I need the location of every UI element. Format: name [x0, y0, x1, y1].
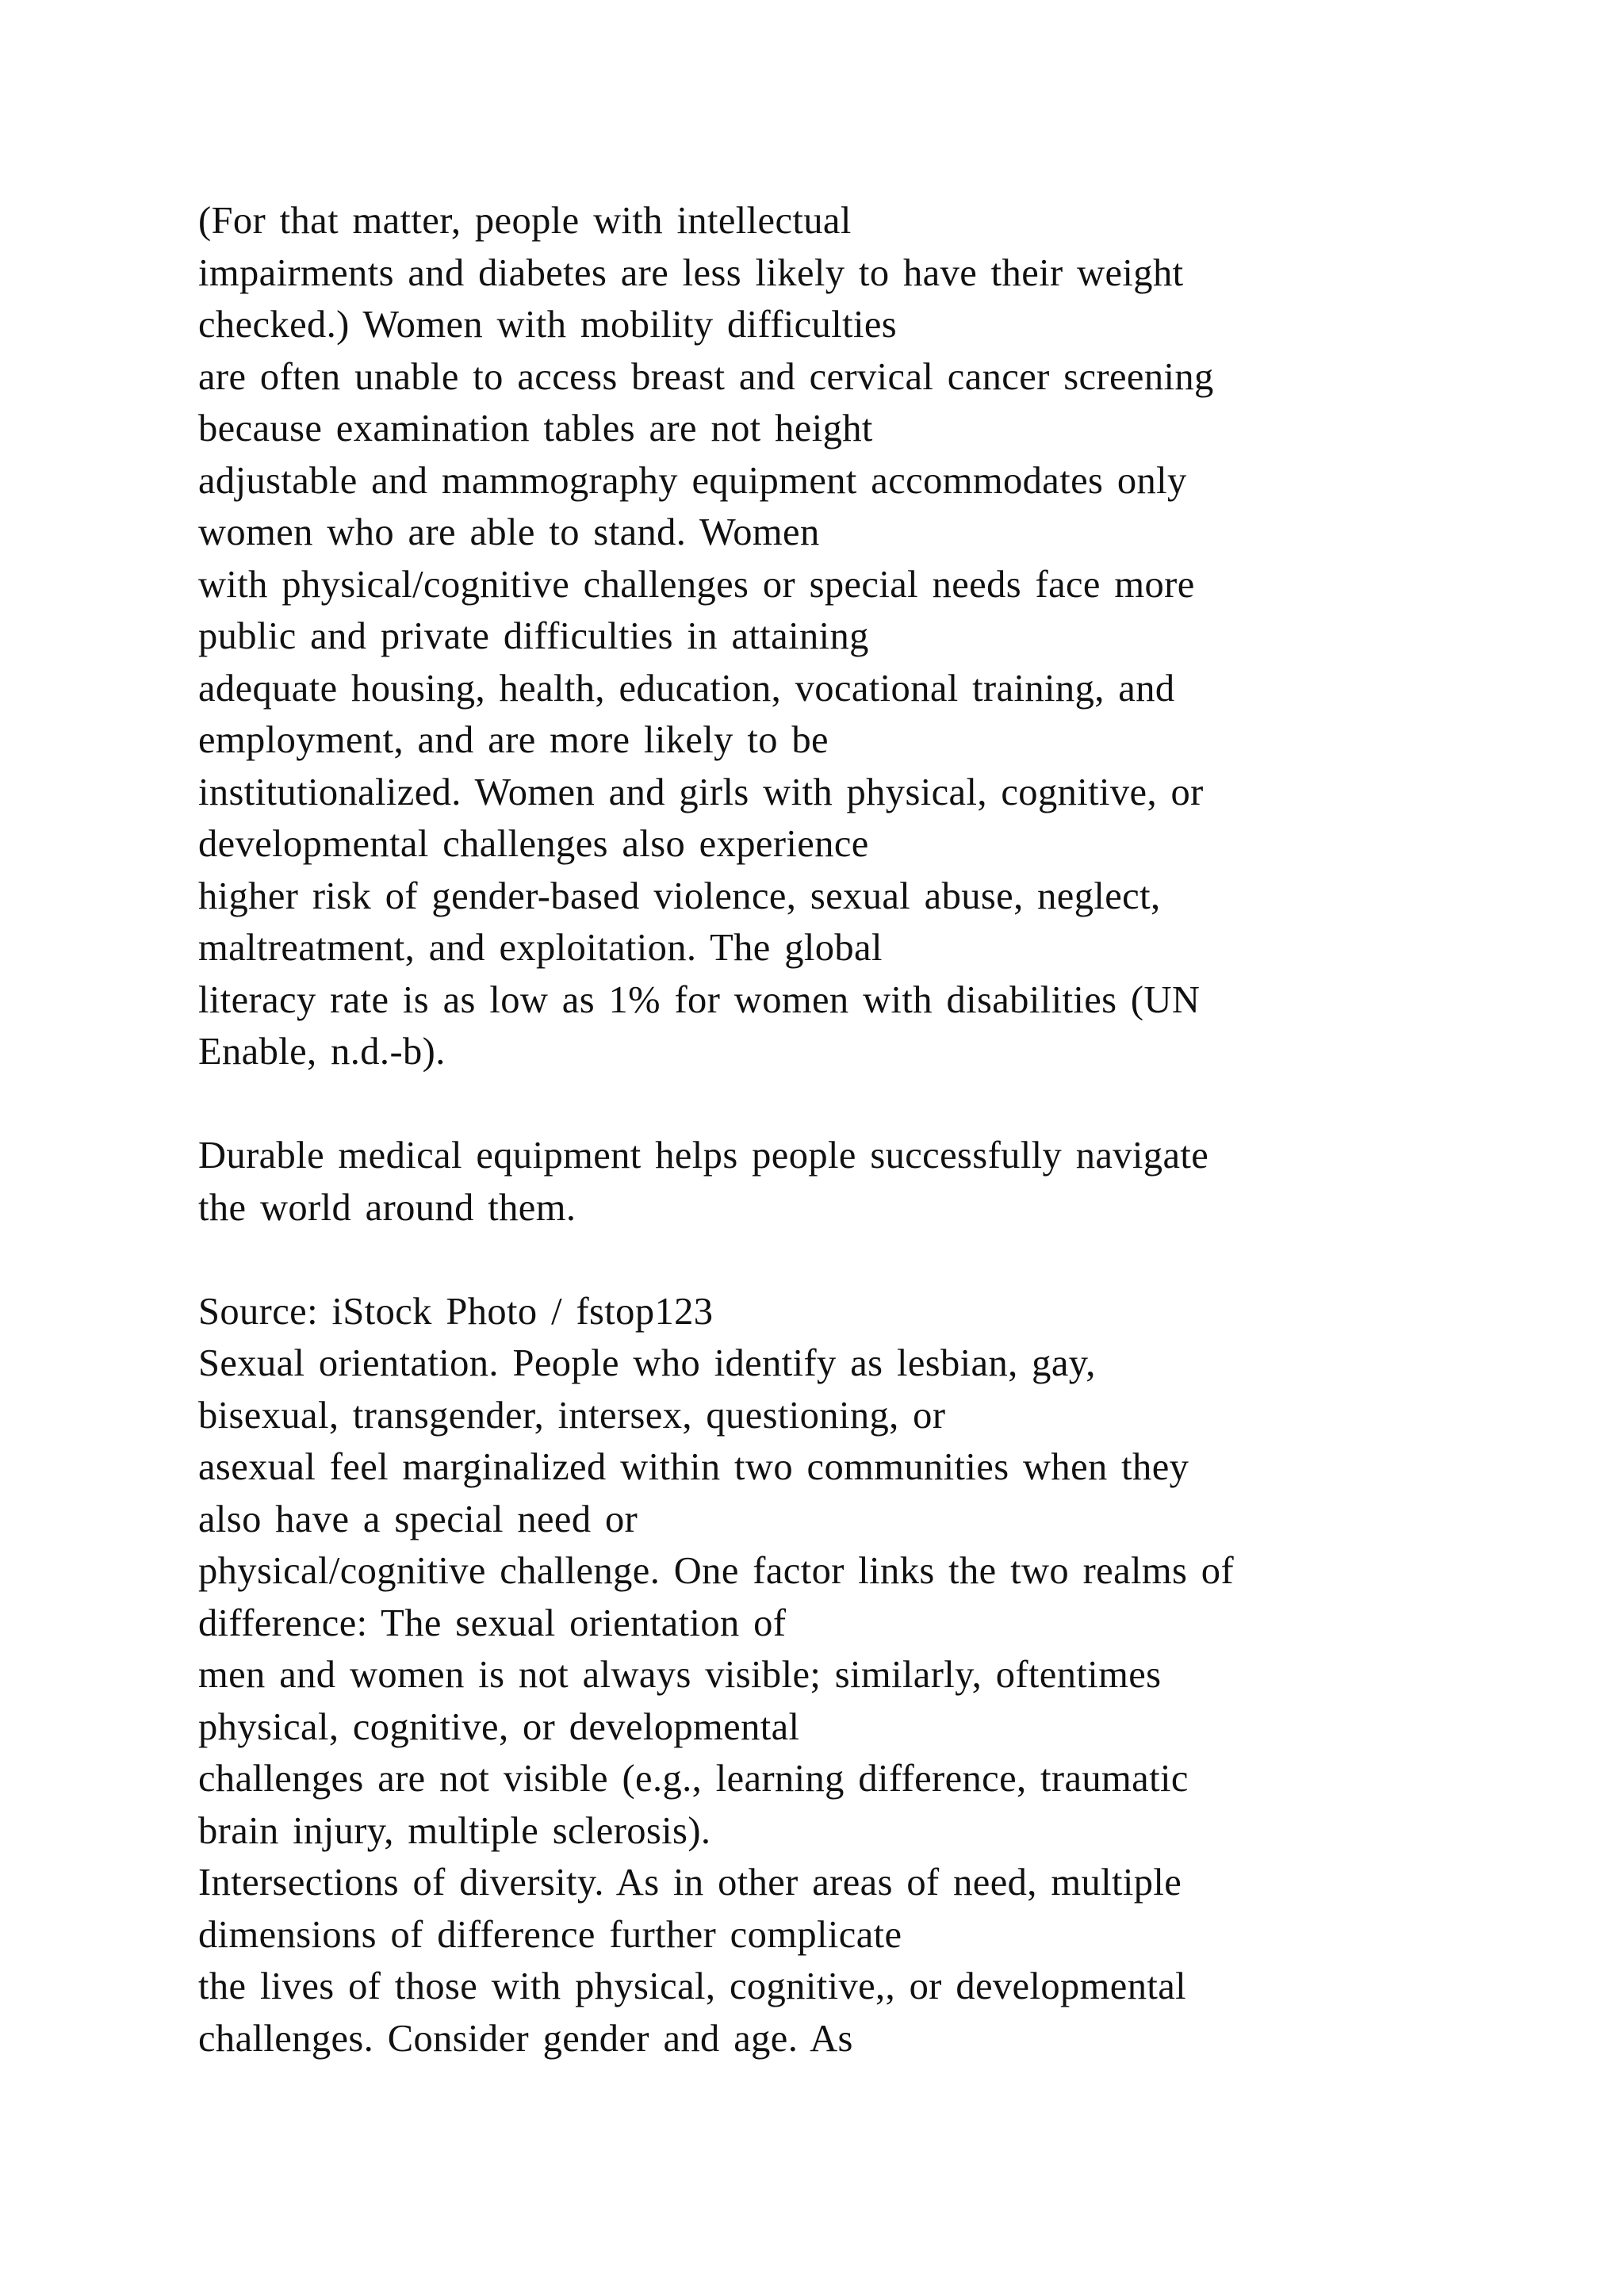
text-line: challenges. Consider gender and age. As — [198, 2017, 853, 2060]
text-line: employment, and are more likely to be — [198, 719, 829, 761]
text-line: checked.) Women with mobility difficulties — [198, 304, 898, 346]
text-line: Intersections of diversity. As in other areas of need, multiple — [198, 1862, 1182, 1904]
text-line: the world around them. — [198, 1186, 576, 1229]
text-line: maltreatment, and exploitation. The global — [198, 927, 883, 969]
text-line: impairments and diabetes are less likely to have their weight — [198, 251, 1184, 294]
text-line: literacy rate is as low as 1% for women with disabilities (UN — [198, 978, 1201, 1021]
text-line: difference: The sexual orientation of — [198, 1601, 787, 1644]
text-line: Durable medical equipment helps people successfully navigate — [198, 1135, 1209, 1177]
image-caption — [198, 1130, 1546, 1234]
text-line: brain injury, multiple sclerosis). — [198, 1809, 711, 1852]
paragraph-spacer — [198, 1234, 1546, 1286]
text-line: men and women is not always visible; similarly, oftentimes — [198, 1654, 1162, 1696]
text-line: women who are able to stand. Women — [198, 511, 820, 553]
image-source-line: Source: iStock Photo / fstop123 — [198, 1290, 714, 1333]
text-line: are often unable to access breast and cervical cancer screening — [198, 355, 1214, 398]
text-line: Enable, n.d.-b). — [198, 1031, 446, 1073]
text-line: public and private difficulties in attaining — [198, 615, 869, 657]
paragraph-spacer — [198, 1078, 1546, 1131]
text-line: asexual feel marginalized within two communities when they — [198, 1446, 1189, 1488]
document-page — [198, 195, 1546, 2064]
text-line: challenges are not visible (e.g., learning difference, traumatic — [198, 1758, 1189, 1800]
text-line: physical, cognitive, or developmental — [198, 1705, 800, 1748]
text-line: higher risk of gender-based violence, sexual abuse, neglect, — [198, 874, 1161, 917]
text-line: physical/cognitive challenge. One factor links the two realms of — [198, 1550, 1234, 1592]
text-line: (For that matter, people with intellectual — [198, 200, 852, 242]
text-line: developmental challenges also experience — [198, 823, 869, 865]
paragraph-sexual-orientation — [198, 1286, 1546, 2065]
text-line: with physical/cognitive challenges or special needs face more — [198, 563, 1195, 606]
text-line: bisexual, transgender, intersex, questioning, or — [198, 1394, 946, 1437]
text-line: also have a special need or — [198, 1498, 638, 1540]
text-line: adjustable and mammography equipment accommodates only — [198, 459, 1187, 502]
text-line: institutionalized. Women and girls with physical, cognitive, or — [198, 771, 1204, 813]
text-line: adequate housing, health, education, vocational training, and — [198, 667, 1175, 710]
text-line: the lives of those with physical, cognitive,, or developmental — [198, 1965, 1187, 2007]
text-line: dimensions of difference further complicate — [198, 1913, 902, 1956]
text-line: Sexual orientation. People who identify as lesbian, gay, — [198, 1342, 1096, 1384]
text-line: because examination tables are not height — [198, 408, 873, 450]
paragraph-disability-women — [198, 195, 1546, 1078]
